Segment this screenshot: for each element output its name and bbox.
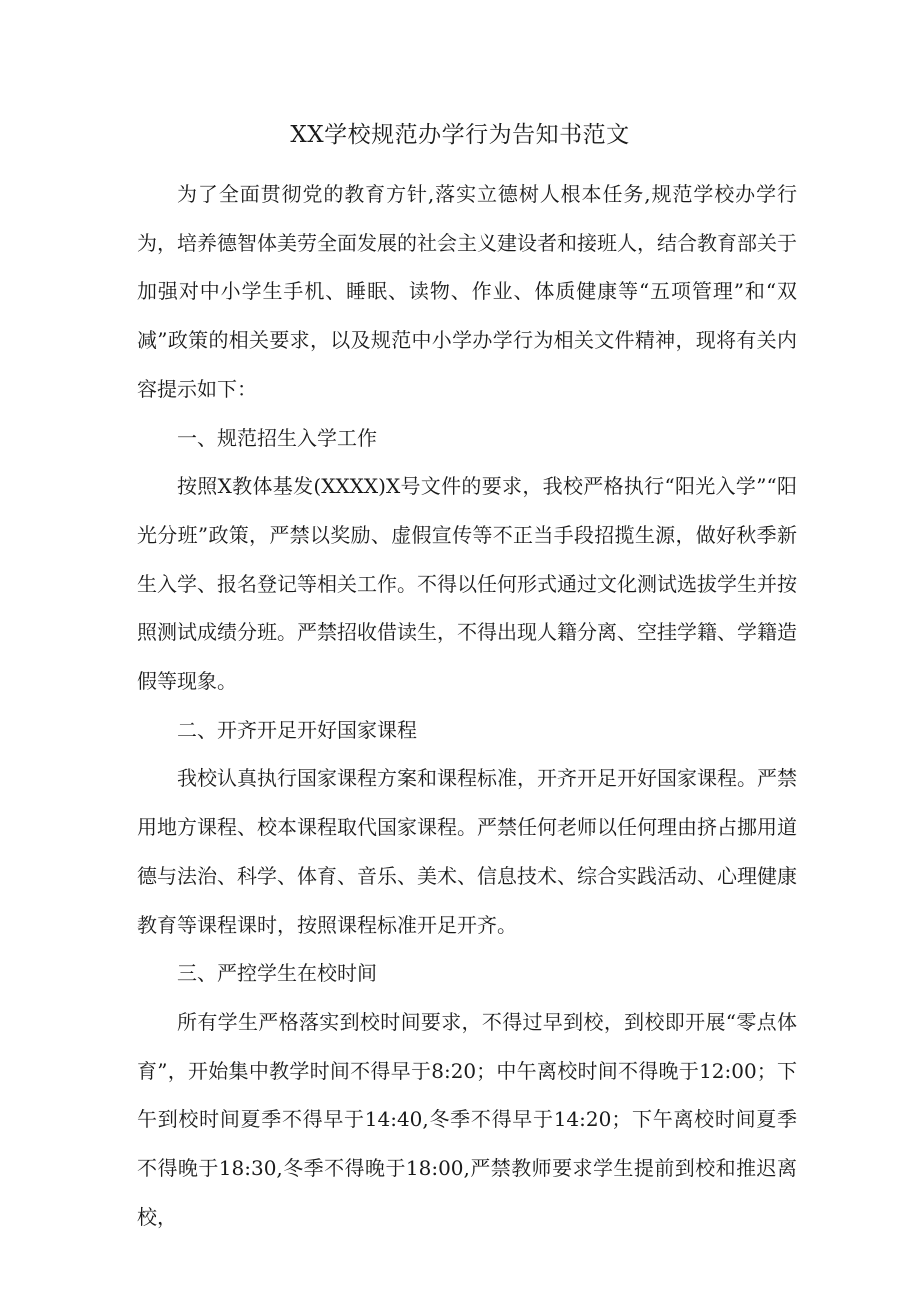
section-heading-3: 三、严控学生在校时间 (177, 961, 377, 986)
document-title: XX学校规范办学行为告知书范文 (290, 122, 630, 148)
section-heading-1: 一、规范招生入学工作 (177, 425, 377, 450)
document-body (137, 170, 797, 1241)
intro-paragraph: 为了全面贯彻党的教育方针,落实立德树人根本任务,规范学校办学行为，培养德智体美劳全面发展的社会主义建设者和接班人，结合教育部关于加强对中小学生手机、睡眠、读物、作业、体质健康等“五项管理”和“双减”政策的相关要求，以及规范中小学办学行为相关文件精神，现将有关内容提示如下： (137, 182, 797, 401)
section-heading-2: 二、开齐开足开好国家课程 (177, 717, 417, 742)
section-paragraph-3: 所有学生严格落实到校时间要求，不得过早到校，到校即开展“零点体育”，开始集中教学时间不得早于8:20；中午离校时间不得晚于12:00；下午到校时间夏季不得早于14:40,冬季不得早于14:20；下午离校时间夏季不得晚于18:30,冬季不得晚于18:00,严禁教师要求学生提前到校和推迟离校， (137, 1009, 797, 1229)
section-paragraph-2: 我校认真执行国家课程方案和课程标准，开齐开足开好国家课程。严禁用地方课程、校本课程取代国家课程。严禁任何老师以任何理由挤占挪用道德与法治、科学、体育、音乐、美术、信息技术、综合实践活动、心理健康教育等课程课时，按照课程标准开足开齐。 (137, 766, 797, 937)
section-paragraph-1: 按照X教体基发(XXXX)X号文件的要求，我校严格执行“阳光入学”“阳光分班”政策，严禁以奖励、虚假宣传等不正当手段招揽生源，做好秋季新生入学、报名登记等相关工作。不得以任何形式通过文化测试选拔学生并按照测试成绩分班。严禁招收借读生，不得出现人籍分离、空挂学籍、学籍造假等现象。 (137, 474, 797, 694)
